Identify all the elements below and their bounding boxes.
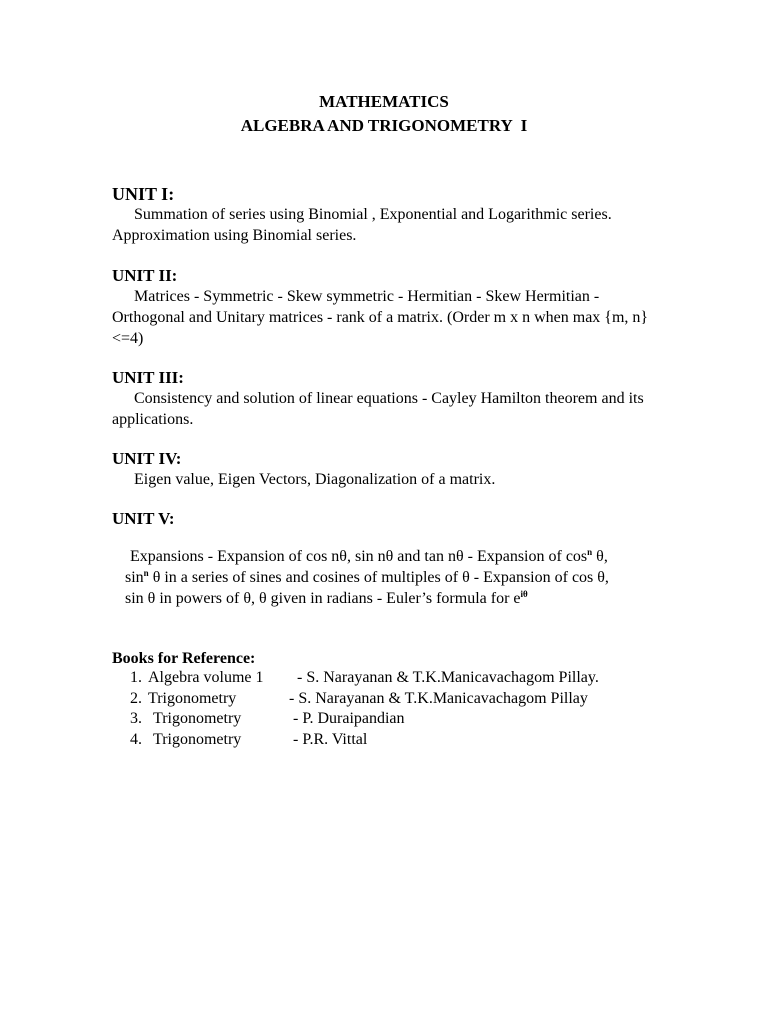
- unit-4-section: [112, 449, 672, 490]
- book-item: [112, 710, 672, 731]
- book-item: [112, 731, 672, 752]
- unit-5-line-2-text: θ in a series of sines and cosines of multiples of θ - Expansion of cos θ,: [148, 569, 609, 586]
- book-number: 1.: [130, 669, 142, 686]
- book-title: Algebra volume 1: [148, 669, 264, 686]
- book-author: - S. Narayanan & T.K.Manicavachagom Pillay.: [297, 669, 599, 686]
- unit-3-section: [112, 368, 672, 430]
- unit-1-heading: UNIT I:: [112, 184, 175, 204]
- unit-5-line-1-text: Expansions - Expansion of cos nθ, sin nθ and tan nθ - Expansion of cos: [130, 548, 588, 565]
- book-author: - P. Duraipandian: [293, 710, 405, 727]
- book-title: Trigonometry: [153, 710, 242, 727]
- unit-5-line-1-tail: θ,: [592, 548, 608, 565]
- unit-2-heading: UNIT II:: [112, 266, 178, 285]
- unit-5-section: [112, 509, 672, 529]
- superscript: n: [143, 568, 149, 578]
- book-number: 4.: [130, 730, 142, 748]
- book-number: 2.: [130, 689, 142, 707]
- superscript: iθ: [520, 589, 528, 599]
- book-item: [112, 690, 672, 711]
- unit-5-line-2: [112, 567, 672, 588]
- unit-5-line-2-head: sin: [125, 569, 144, 586]
- books-section: [112, 649, 672, 751]
- unit-2-section: [112, 266, 672, 349]
- unit-1-body: Summation of series using Binomial , Exponential and Logarithmic series. Approximation using Binomial series.: [112, 206, 612, 244]
- unit-2-body: Matrices - Symmetric - Skew symmetric - Hermitian - Skew Hermitian -Orthogonal and Unitary matrices - rank of a matrix. (Order m x n when max {m, n} <=4): [112, 288, 649, 347]
- book-author: - S. Narayanan & T.K.Manicavachagom Pillay: [289, 689, 588, 707]
- unit-5-body: [112, 546, 672, 609]
- unit-4-heading: UNIT IV:: [112, 449, 182, 468]
- book-title: Trigonometry: [148, 689, 237, 707]
- superscript: n: [587, 547, 593, 557]
- unit-3-body: Consistency and solution of linear equations - Cayley Hamilton theorem and its applications.: [112, 390, 644, 428]
- book-item: [112, 669, 672, 690]
- unit-5-line-3: [112, 588, 672, 609]
- books-heading: Books for Reference:: [112, 650, 256, 667]
- book-author: - P.R. Vittal: [293, 730, 368, 748]
- unit-4-body: Eigen value, Eigen Vectors, Diagonalization of a matrix.: [134, 471, 496, 488]
- unit-5-heading: UNIT V:: [112, 509, 175, 528]
- course-title: ALGEBRA AND TRIGONOMETRY I: [240, 116, 528, 135]
- book-title: Trigonometry: [153, 730, 242, 748]
- book-number: 3.: [130, 710, 142, 727]
- unit-1-section: [112, 184, 672, 246]
- subject-title: MATHEMATICS: [319, 92, 449, 111]
- unit-5-line-1: [112, 546, 672, 567]
- unit-3-heading: UNIT III:: [112, 368, 184, 387]
- unit-5-line-3-text: sin θ in powers of θ, θ given in radians - Euler’s formula for e: [125, 590, 521, 607]
